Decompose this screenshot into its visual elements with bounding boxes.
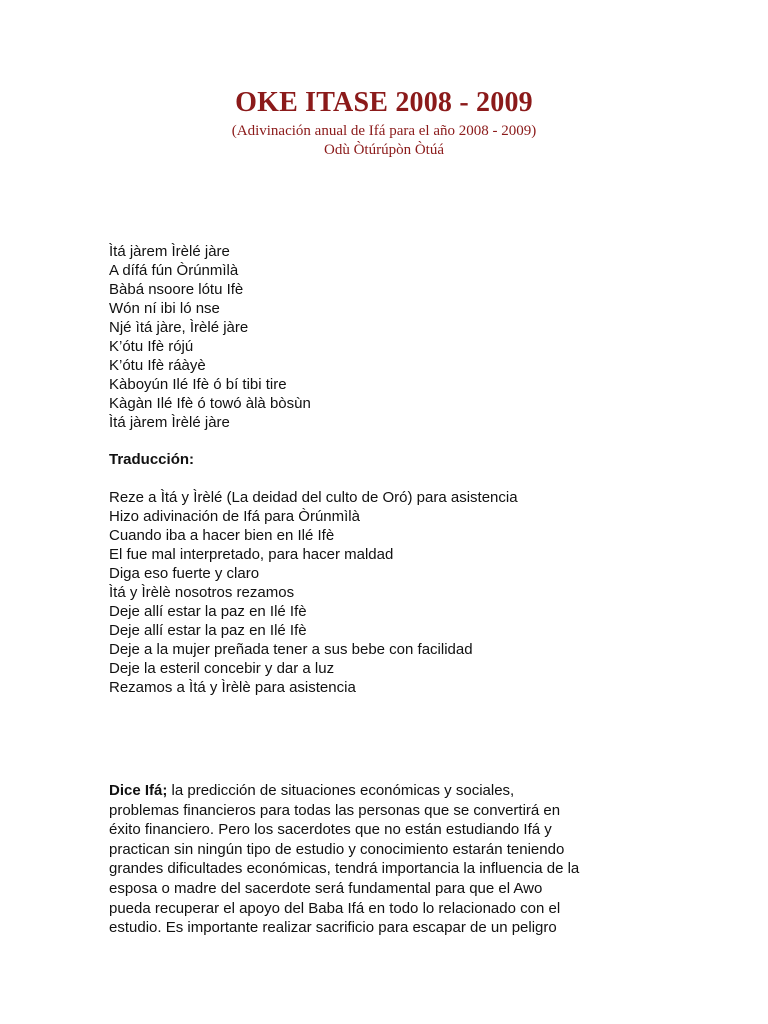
paragraph-line: esposa o madre del sacerdote será fundamental para que el Awo	[109, 879, 543, 897]
translation-line: Diga eso fuerte y claro	[109, 565, 260, 582]
translation-line: El fue mal interpretado, para hacer maldad	[109, 546, 394, 563]
document-header	[0, 86, 768, 160]
yoruba-verse	[109, 242, 669, 432]
paragraph-line: pueda recuperar el apoyo del Baba Ifá en todo lo relacionado con el	[109, 899, 561, 917]
paragraph-line: practican sin ningún tipo de estudio y conocimiento estarán teniendo	[109, 840, 565, 858]
verse-line: Kàboyún Ilé Ifè ó bí tibi tire	[109, 376, 287, 393]
translation-line: Deje allí estar la paz en Ilé Ifè	[109, 603, 307, 620]
paragraph-first-line	[109, 781, 669, 801]
verse-line: Ìtá jàrem Ìrèlé jàre	[109, 414, 230, 431]
verse-line: K’ótu Ifè rójú	[109, 338, 194, 355]
paragraph-line: estudio. Es importante realizar sacrificio para escapar de un peligro	[109, 919, 557, 937]
verse-line: Kàgàn Ilé Ifè ó towó àlà bòsùn	[109, 395, 311, 412]
ifa-says-paragraph	[109, 781, 669, 938]
paragraph-first-line-text: la predicción de situaciones económicas y sociales,	[167, 782, 515, 799]
verse-line: Njé ìtá jàre, Ìrèlé jàre	[109, 319, 249, 336]
translation-line: Deje la esteril concebir y dar a luz	[109, 660, 335, 677]
paragraph-line: problemas financieros para todas las personas que se convertirá en	[109, 801, 561, 819]
translation-line: Reze a Ìtá y Ìrèlé (La deidad del culto de Oró) para asistencia	[109, 489, 518, 506]
translation-line: Deje a la mujer preñada tener a sus bebe con facilidad	[109, 641, 473, 658]
translation-line: Rezamos a Ìtá y Ìrèlè para asistencia	[109, 679, 356, 696]
verse-line: K’ótu Ifè ráàyè	[109, 357, 206, 374]
paragraph-line: grandes dificultades económicas, tendrá importancia la influencia de la	[109, 860, 580, 878]
paragraph-lead: Dice Ifá;	[109, 782, 168, 799]
translation-line: Deje allí estar la paz en Ilé Ifè	[109, 622, 307, 639]
document-title: OKE ITASE 2008 - 2009	[235, 87, 533, 118]
translation-line: Ìtá y Ìrèlè nosotros rezamos	[109, 584, 295, 601]
verse-line: A dífá fún Òrúnmìlà	[109, 262, 239, 279]
document-subtitle: (Adivinación anual de Ifá para el año 2008 - 2009)	[231, 123, 537, 139]
verse-line: Wón ní ibi ló nse	[109, 300, 220, 317]
paragraph-line: éxito financiero. Pero los sacerdotes que no están estudiando Ifá y	[109, 821, 552, 839]
verse-line: Bàbá nsoore lótu Ifè	[109, 281, 244, 298]
translation-block	[109, 488, 669, 697]
verse-line: Ìtá jàrem Ìrèlé jàre	[109, 243, 230, 260]
translation-line: Hizo adivinación de Ifá para Òrúnmìlà	[109, 508, 360, 525]
translation-line: Cuando iba a hacer bien en Ilé Ifè	[109, 527, 335, 544]
translation-heading: Traducción:	[109, 451, 195, 468]
odu-name: Odù Òtúrúpòn Òtúá	[324, 142, 444, 158]
